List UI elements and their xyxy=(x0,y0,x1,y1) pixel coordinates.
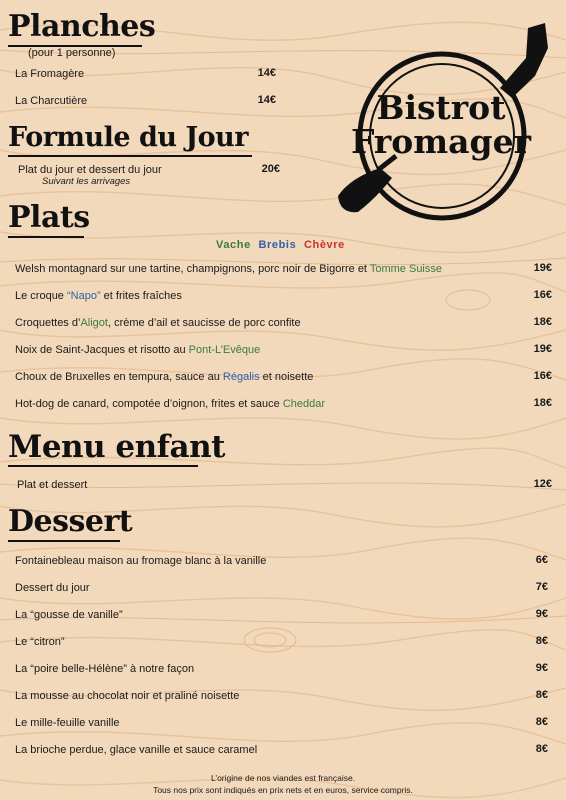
plat-description: Welsh montagnard sur une tartine, champignons, porc noir de Bigorre et xyxy=(15,263,370,275)
plat-item xyxy=(15,370,515,384)
dessert-item-name: La mousse au chocolat noir et praliné noisette xyxy=(15,690,240,702)
cheese-name: Cheddar xyxy=(282,398,326,410)
menu-item-name: La Fromagère xyxy=(15,68,85,80)
dessert-item-price: 8€ xyxy=(535,743,548,755)
dessert-item-name: Le “citron” xyxy=(15,636,65,648)
menu-item-name: Plat et dessert xyxy=(17,479,88,491)
dessert-item-name: Le mille-feuille vanille xyxy=(15,717,120,729)
cheese-name: Tomme Suisse xyxy=(369,263,442,275)
section-title-plats: Plats xyxy=(8,202,90,234)
dessert-item-price: 8€ xyxy=(535,635,548,647)
plat-description: Croquettes d’ xyxy=(15,317,81,329)
dessert-item-price: 8€ xyxy=(535,716,548,728)
dessert-item-price: 7€ xyxy=(535,581,548,593)
plat-item xyxy=(15,397,515,411)
plat-description-end: et frites fraîches xyxy=(100,290,182,302)
plat-price: 16€ xyxy=(533,289,552,301)
dessert-item-price: 8€ xyxy=(535,689,548,701)
dessert-item-name: Fontainebleau maison au fromage blanc à la vanille xyxy=(15,555,267,567)
dessert-item-price: 9€ xyxy=(535,662,548,674)
plat-price: 16€ xyxy=(533,370,552,382)
plat-description-end: et noisette xyxy=(259,371,314,383)
cheese-name: “Napo” xyxy=(66,290,101,302)
menu-item-price: 12€ xyxy=(533,478,552,490)
dessert-item-name: La “poire belle-Hélène” à notre façon xyxy=(15,663,195,675)
plat-price: 18€ xyxy=(533,397,552,409)
section-title-dessert: Dessert xyxy=(8,506,132,538)
dessert-item-name: La “gousse de vanille” xyxy=(15,609,123,621)
menu-item-name: La Charcutière xyxy=(15,95,88,107)
cheese-name: Aligot xyxy=(80,317,108,329)
plat-price: 19€ xyxy=(533,262,552,274)
plat-price: 18€ xyxy=(533,316,552,328)
section-title-enfant: Menu enfant xyxy=(8,429,225,465)
plat-item xyxy=(15,316,515,330)
plat-description-end: , crème d’ail et saucisse de porc confite xyxy=(107,317,301,329)
menu-item-price: 14€ xyxy=(257,67,276,79)
formule-note: Suivant les arrivages xyxy=(42,176,131,187)
plat-item xyxy=(15,343,515,357)
plat-description: Hot-dog de canard, compotée d’oignon, frites et sauce xyxy=(15,398,283,410)
menu-item-price: 20€ xyxy=(261,163,280,175)
cheese-name: Pont-L’Evêque xyxy=(188,344,261,356)
dessert-item-name: La brioche perdue, glace vanille et sauce caramel xyxy=(15,744,258,756)
section-title-planches: Planches xyxy=(8,11,155,43)
dessert-item-price: 9€ xyxy=(535,608,548,620)
footer-origin: L’origine de nos viandes est française. xyxy=(210,773,356,783)
cheese-name: Régalis xyxy=(222,371,260,383)
dessert-item-price: 6€ xyxy=(535,554,548,566)
plat-item xyxy=(15,289,515,303)
legend-chevre: Chèvre xyxy=(303,239,345,251)
bistrot-fromager-logo xyxy=(330,18,552,223)
plat-description: Choux de Bruxelles en tempura, sauce au xyxy=(15,371,223,383)
planches-subtitle: (pour 1 personne) xyxy=(28,47,116,59)
footer-prices: Tous nos prix sont indiqués en prix nets et en euros, service compris. xyxy=(153,785,413,795)
logo-line-2: Fromager xyxy=(350,122,531,161)
logo-line-1: Bistrot xyxy=(376,88,506,127)
plat-item xyxy=(15,262,515,276)
plat-price: 19€ xyxy=(533,343,552,355)
section-title-formule: Formule du Jour xyxy=(8,122,248,154)
legend-vache: Vache xyxy=(216,239,251,251)
menu-item-price: 14€ xyxy=(257,94,276,106)
dessert-item-name: Dessert du jour xyxy=(15,582,90,594)
legend-brebis: Brebis xyxy=(258,239,297,251)
cheese-legend xyxy=(216,239,345,251)
menu-item-name: Plat du jour et dessert du jour xyxy=(18,164,162,176)
plat-description: Le croque xyxy=(15,290,67,302)
plat-description: Noix de Saint-Jacques et risotto au xyxy=(15,344,189,356)
